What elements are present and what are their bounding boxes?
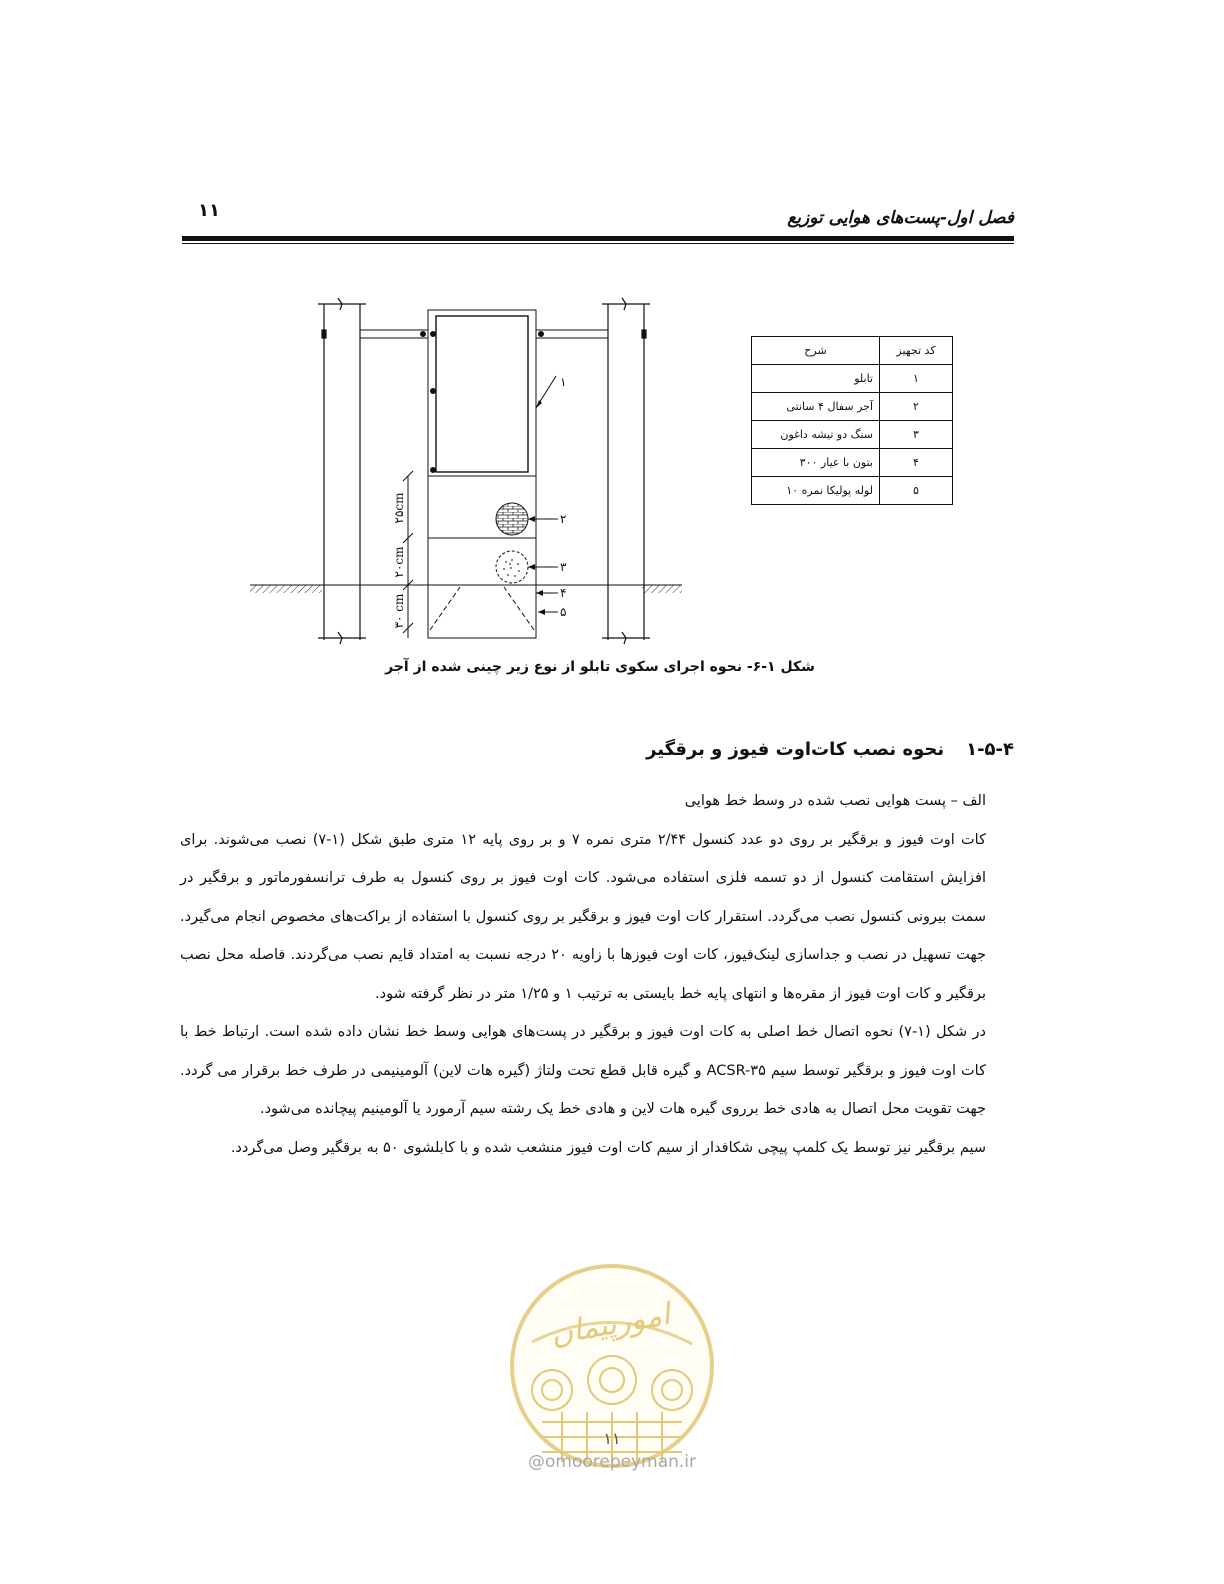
paragraph: در شکل (۱-۷) نحوه اتصال خط اصلی به کات اوت فیوز و برقگیر در پست‌های هوایی وسط خط نشان داده شده است. ارتباط خط با کات اوت فیوز و برقگیر توسط سیم ACSR-۳۵ و گیره قابل قطع تحت ولتاژ (گیره هات لاین) آلومینیمی در طرف خط برقرار می گردد. جهت تقویت محل اتصال به هادی خط برروی گیره هات لاین و هادی خط یک رشته سیم آرمورد یا آلومینیم پیچانده می‌شود. bbox=[180, 1024, 987, 1117]
legend-header-row bbox=[752, 337, 953, 365]
table-row bbox=[752, 365, 953, 393]
section-heading bbox=[646, 739, 1014, 760]
page-number: ۱۱ bbox=[198, 200, 220, 221]
watermark-seal bbox=[502, 1262, 722, 1472]
platform-construction-drawing bbox=[240, 290, 700, 650]
legend-code: ۲ bbox=[880, 393, 953, 421]
callout-5: ۵ bbox=[560, 605, 567, 619]
dim-label-2: ۲۰cm bbox=[392, 546, 406, 578]
legend-code: ۳ bbox=[880, 421, 953, 449]
legend-desc: لوله پولیکا نمره ۱۰ bbox=[752, 477, 880, 505]
paragraph-subheading: الف – پست هوایی نصب شده در وسط خط هوایی bbox=[684, 793, 986, 809]
legend-desc: تابلو bbox=[752, 365, 880, 393]
legend-code: ۱ bbox=[880, 365, 953, 393]
mounting-brackets bbox=[360, 330, 608, 338]
legend-desc: بتون با عیار ۳۰۰ bbox=[752, 449, 880, 477]
legend-desc: آجر سفال ۴ سانتی bbox=[752, 393, 880, 421]
legend-code: ۴ bbox=[880, 449, 953, 477]
figure-caption: شکل ۱-۶- نحوه اجرای سکوی تابلو از نوع زیر چینی شده از آجر bbox=[385, 659, 815, 675]
panel-column bbox=[428, 310, 536, 638]
legend-code: ۵ bbox=[880, 477, 953, 505]
ground-hatch-left bbox=[250, 585, 322, 593]
dim-label-3: ۳۰ cm bbox=[392, 593, 406, 629]
section-number: ۱-۵-۴ bbox=[966, 739, 1014, 760]
chapter-title: فصل اول-پست‌های هوایی توزیع bbox=[787, 208, 1014, 228]
section-title: نحوه نصب کات‌اوت فیوز و برقگیر bbox=[646, 739, 945, 760]
ground-hatch-right bbox=[642, 585, 682, 593]
callout-2: ۲ bbox=[560, 512, 567, 526]
legend-desc: سنگ دو تیشه داغون bbox=[752, 421, 880, 449]
table-row bbox=[752, 449, 953, 477]
watermark-site: @omoorepeyman.ir bbox=[527, 1452, 697, 1472]
brick-symbol bbox=[496, 503, 528, 535]
table-row bbox=[752, 477, 953, 505]
callout-leaders bbox=[528, 376, 558, 612]
pole-left bbox=[318, 298, 366, 644]
legend-header-code: کد تجهیز bbox=[880, 337, 953, 365]
table-row bbox=[752, 393, 953, 421]
stone-symbol bbox=[496, 551, 528, 583]
header-rule-thin bbox=[182, 243, 1014, 244]
callout-4: ۴ bbox=[560, 586, 567, 600]
paragraph: کات اوت فیوز و برقگیر بر روی دو عدد کنسول ۲/۴۴ متری نمره ۷ و بر روی پایه ۱۲ متری طبق شکل (۱-۷) نصب می‌شوند. برای افزایش استقامت کنسول از دو تسمه فلزی استفاده می‌شود. کات اوت فیوز بر روی کنسول به طرف ترانسفورماتور و برقگیر در سمت بیرونی کنسول نصب می‌گردد. استقرار کات اوت فیوز و برقگیر بر روی کنسول با استفاده از براکت‌های مخصوص انجام می‌گیرد. جهت تسهیل در نصب و جداسازی لینک‌فیوز، کات اوت فیوزها با زاویه ۲۰ درجه نسبت به امتداد قایم نصب می‌گردند. فاصله محل نصب برقگیر و کات اوت فیوز از مقره‌ها و انتهای پایه خط بایستی به ترتیب ۱ و ۱/۲۵ متر در نظر گرفته شود. bbox=[180, 831, 987, 1002]
seal-text: امورپیمان bbox=[548, 1296, 673, 1353]
paragraph: سیم برقگیر نیز توسط یک کلمپ پیچی شکافدار از سیم کات اوت فیوز منشعب شده و با کابلشوی ۵۰ به برقگیر وصل می‌گردد. bbox=[230, 1139, 986, 1156]
table-row bbox=[752, 421, 953, 449]
body-text bbox=[180, 782, 986, 1167]
callout-3: ۳ bbox=[560, 560, 567, 574]
legend-header-desc: شرح bbox=[752, 337, 880, 365]
seal-number: ۱۱ bbox=[603, 1429, 621, 1448]
dim-label-1: ۲۵cm bbox=[392, 492, 406, 524]
header-rule bbox=[182, 236, 1014, 241]
callout-1: ۱ bbox=[560, 375, 567, 389]
equipment-legend-table bbox=[751, 336, 953, 505]
